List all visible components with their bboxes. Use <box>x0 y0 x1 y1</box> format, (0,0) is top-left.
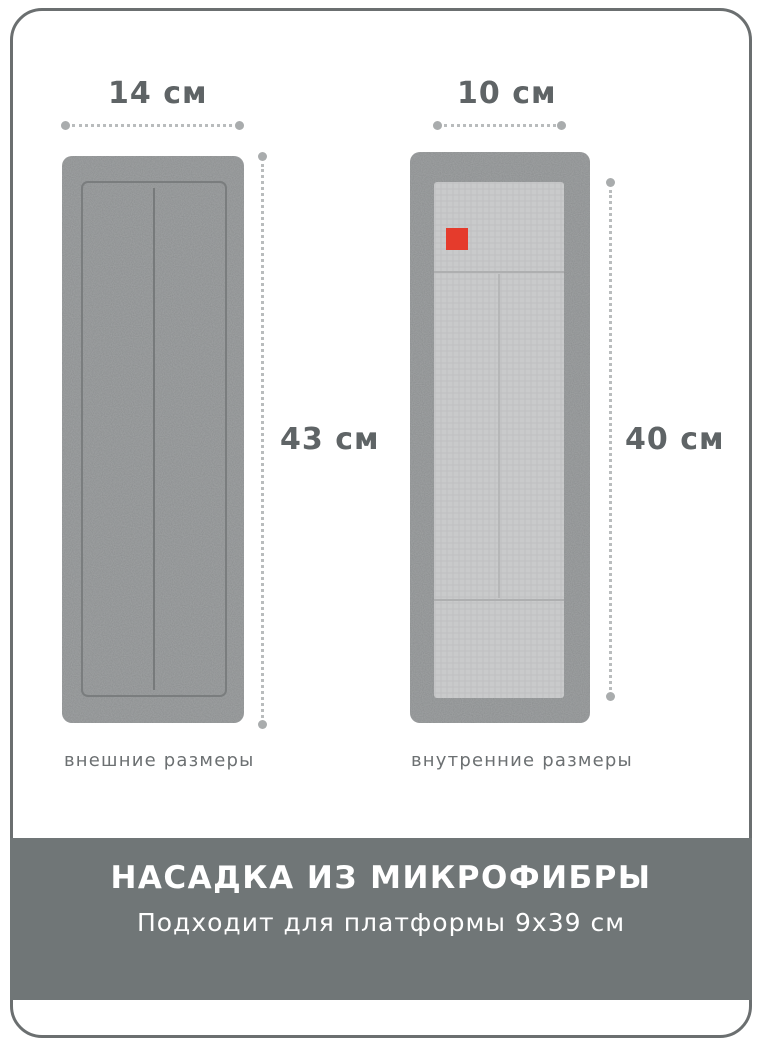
outer-width-dot-right <box>235 121 244 130</box>
outer-width-dot-left <box>61 121 70 130</box>
banner-title: НАСАДКА ИЗ МИКРОФИБРЫ <box>110 860 652 896</box>
inner-width-dot-left <box>433 121 442 130</box>
inner-height-label: 40 см <box>625 422 725 457</box>
inner-width-dotline <box>444 124 556 127</box>
inner-height-dotline <box>609 190 612 690</box>
inner-height-dot-top <box>606 178 615 187</box>
inner-width-dot-right <box>557 121 566 130</box>
product-banner <box>10 838 752 1000</box>
outer-height-dot-bottom <box>258 720 267 729</box>
banner-subtitle: Подходит для платформы 9x39 см <box>136 908 626 937</box>
inner-width-label: 10 см <box>457 76 557 111</box>
inner-caption: внутренние размеры <box>411 750 633 771</box>
outer-height-label: 43 см <box>280 422 380 457</box>
outer-caption: внешние размеры <box>64 750 255 771</box>
inner-height-dot-bottom <box>606 692 615 701</box>
outer-width-dotline <box>72 124 232 127</box>
outer-mop-pad-image <box>58 152 248 727</box>
outer-height-dot-top <box>258 152 267 161</box>
outer-width-label: 14 см <box>108 76 208 111</box>
inner-mop-pad-image <box>408 150 592 725</box>
outer-height-dotline <box>261 164 264 718</box>
